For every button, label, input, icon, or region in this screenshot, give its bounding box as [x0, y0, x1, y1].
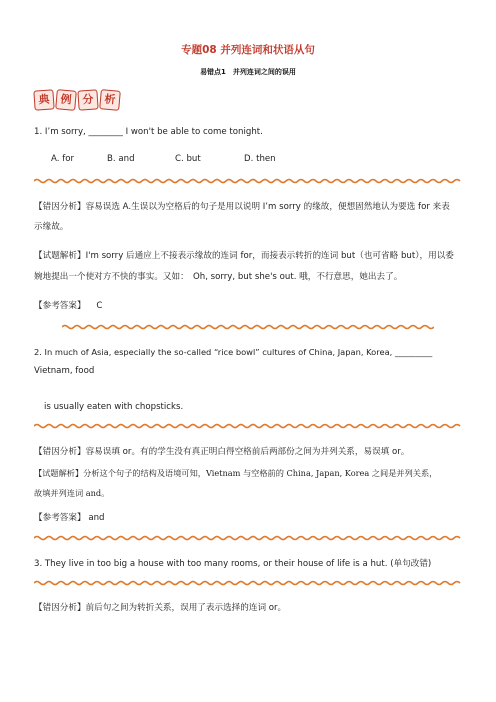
q2-error-analysis: 【错因分析】容易误填 or。有的学生没有真正明白得空格前后两部份之间为并列关系，易误填 or。 [34, 447, 410, 457]
banner-char: 例 [55, 89, 77, 111]
q3-question: 3. They live in too big a house with too many rooms, or their house of life is a hut. (单句改错) [34, 559, 432, 569]
wave-divider [34, 580, 462, 586]
wave-divider [62, 324, 434, 330]
answer-value: and [88, 513, 105, 523]
banner-char: 分 [77, 89, 98, 110]
q2-explain-line2: 故填并列连词 and。 [34, 488, 110, 498]
wave-divider [34, 535, 462, 541]
q1-option-b: B. and [107, 154, 135, 164]
q1-question: 1. I’m sorry, ________ I won't be able to come tonight. [34, 127, 263, 137]
answer-value: C [96, 301, 103, 311]
answer-label: 【参考答案】 [34, 513, 86, 523]
banner-char: 典 [33, 89, 54, 110]
q1-option-a: A. for [51, 154, 75, 164]
q1-answer [34, 299, 102, 311]
example-analysis-banner [34, 90, 120, 110]
q1-explain-line1: 【试题解析】I'm sorry 后通应上不接表示缘故的连词 for，而接表示转折的连词 but（也可省略 but），用以委 [34, 251, 454, 261]
q1-error-analysis-line1: 【错因分析】容易误选 A.生误以为空格后的句子是用以说明 I’m sorry 的缘故，便想固然地认为要选 for 来表 [34, 202, 450, 212]
wave-divider [34, 423, 462, 429]
page-title: 专题08 并列连词和状语从句 [181, 44, 315, 56]
q1-option-d: D. then [244, 154, 276, 164]
q2-question-line3: is usually eaten with chopsticks. [44, 402, 184, 412]
banner-char: 析 [99, 89, 121, 111]
q1-option-c: C. but [175, 154, 201, 164]
q2-question-line1: 2. In much of Asia, especially the so-called “rice bowl” cultures of China, Japan, Korea, _________ [34, 347, 433, 357]
q2-question-line2: Vietnam, food [34, 366, 95, 376]
q2-explain-line1: 【试题解析】分析这个句子的结构及语境可知，Vietnam 与空格前的 China, Japan, Korea 之间是并列关系， [34, 468, 438, 478]
q1-error-analysis-line2: 示缘故。 [34, 222, 69, 232]
answer-label: 【参考答案】 [34, 301, 86, 311]
section-subtitle: 易错点1 并列连词之间的误用 [200, 68, 296, 76]
q1-explain-line2: 婉地提出一个使对方不快的事实。又如： Oh, sorry, but she's out. 哦，不行意思，她出去了。 [34, 272, 403, 282]
wave-divider [34, 178, 462, 184]
q3-error-analysis: 【错因分析】前后句之间为转折关系，误用了表示选择的连词 or。 [34, 603, 287, 613]
q2-answer [34, 511, 104, 523]
